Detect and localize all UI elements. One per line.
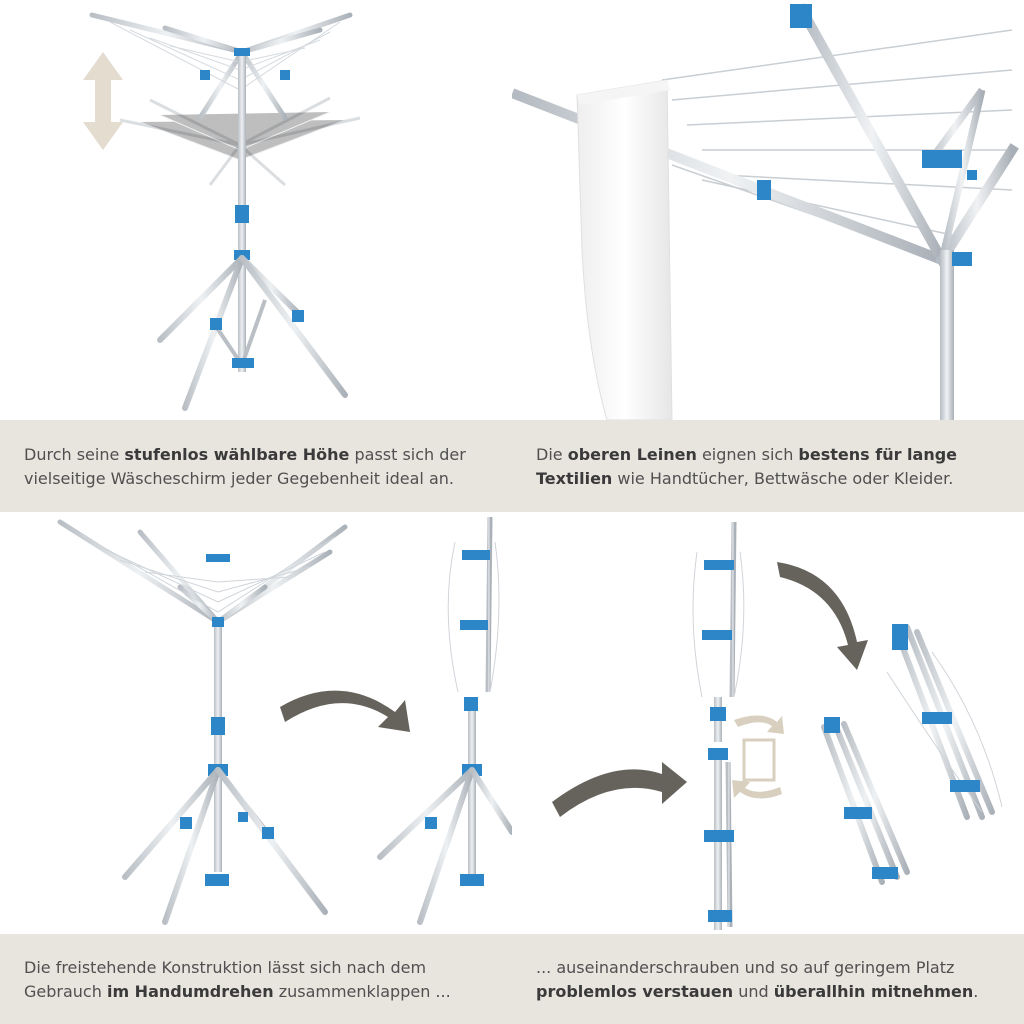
rotary-dryer-height-illustration bbox=[0, 0, 512, 420]
upper-lines-towel-illustration bbox=[512, 0, 1024, 420]
caption-height: Durch seine stufenlos wählbare Höhe passt sich der vielseitige Wäscheschirm jeder Gegebenheit ideal an. bbox=[24, 445, 466, 488]
unscrew-storage-illustration bbox=[512, 512, 1024, 934]
panel-height-adjust bbox=[0, 0, 512, 420]
fold-arrow-icon bbox=[280, 691, 410, 732]
fold-arrow-icon bbox=[777, 562, 868, 670]
fold-arrow-icon bbox=[552, 762, 687, 817]
height-adjust-arrow-icon bbox=[83, 52, 123, 150]
caption-storage: ... auseinanderschrauben und so auf geringem Platz problemlos verstauen und überallhin mitnehmen. bbox=[536, 958, 979, 1001]
panel-fold bbox=[0, 512, 512, 934]
unscrew-rotate-icon bbox=[732, 715, 784, 798]
panel-upper-lines bbox=[512, 0, 1024, 420]
fold-sequence-illustration bbox=[0, 512, 512, 934]
panel-unscrew bbox=[512, 512, 1024, 934]
towel bbox=[577, 80, 672, 420]
caption-fold: Die freistehende Konstruktion lässt sich nach dem Gebrauch im Handumdrehen zusammenklappen ... bbox=[24, 958, 451, 1001]
caption-upper-lines: Die oberen Leinen eignen sich bestens für lange Textilien wie Handtücher, Bettwäsche oder Kleider. bbox=[536, 445, 958, 488]
